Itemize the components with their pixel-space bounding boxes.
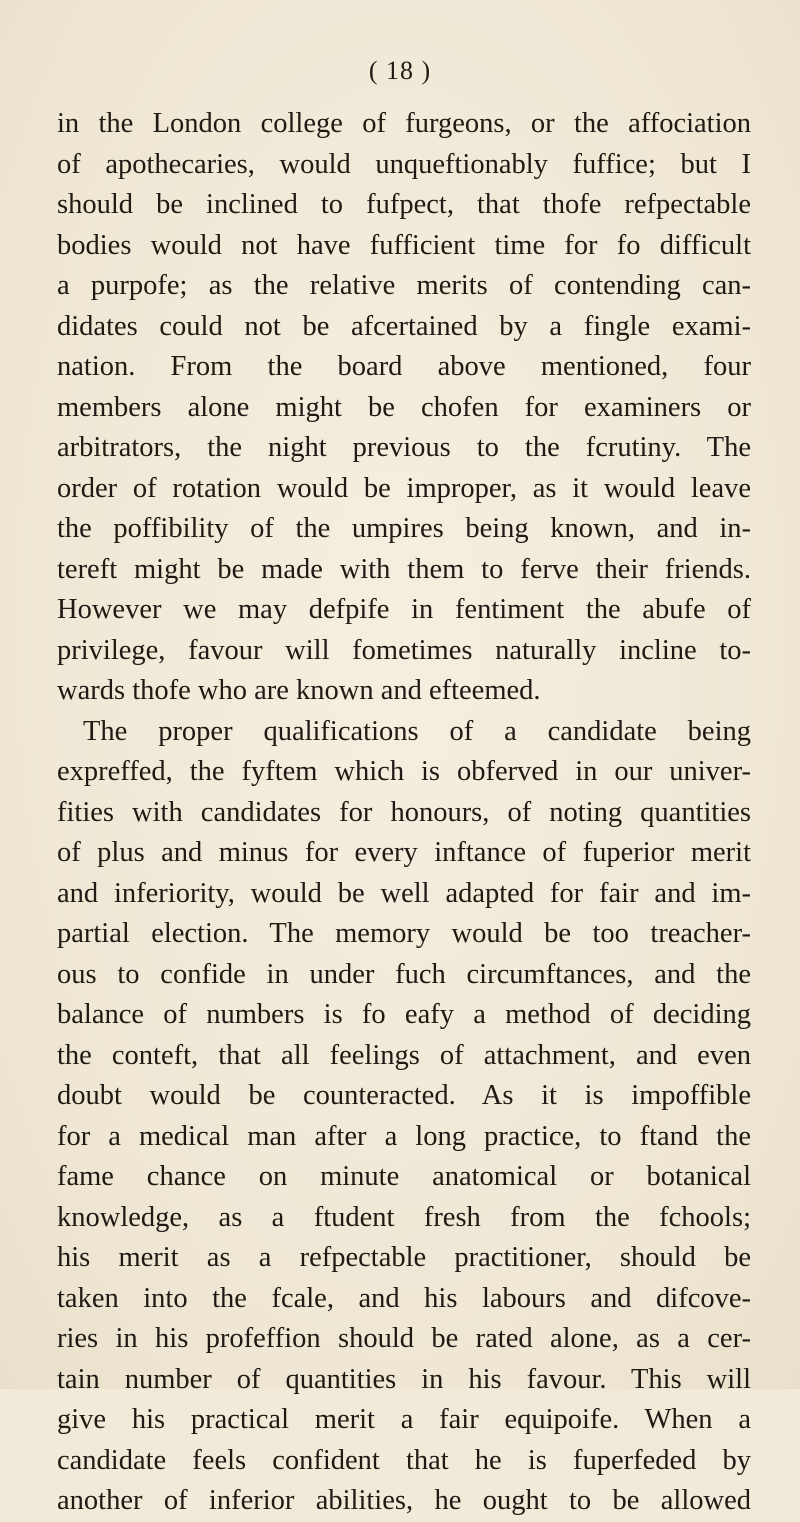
text-line: taken into the fcale, and his labours and difcove- xyxy=(57,1282,751,1314)
text-line: doubt would be counteracted. As it is impoffible xyxy=(57,1080,751,1111)
text-line: tereft might be made with them to ferve their friends. xyxy=(57,553,751,585)
text-line: the poffibility of the umpires being known, and in- xyxy=(57,513,751,544)
text-line: bodies would not have fufficient time for fo difficult xyxy=(57,229,751,261)
text-line: the conteft, that all feelings of attachment, and even xyxy=(57,1039,751,1071)
text-line: of plus and minus for every inftance of fuperior merit xyxy=(57,837,751,868)
text-line: fame chance on minute anatomical or botanical xyxy=(57,1161,751,1192)
text-line: in the London college of furgeons, or the affociation xyxy=(57,108,751,139)
text-line: balance of numbers is fo eafy a method of deciding xyxy=(57,999,751,1030)
text-line: his merit as a refpectable practitioner, should be xyxy=(57,1242,751,1273)
text-line: ries in his profeffion should be rated alone, as a cer- xyxy=(57,1323,751,1354)
text-line: arbitrators, the night previous to the fcrutiny. The xyxy=(57,432,751,463)
text-line: didates could not be afcertained by a fingle exami- xyxy=(57,310,751,342)
text-line: expreffed, the fyftem which is obferved in our univer- xyxy=(57,756,751,787)
text-line: The proper qualifications of a candidate being xyxy=(83,715,751,747)
page-number: ( 18 ) xyxy=(368,56,432,85)
text-line: privilege, favour will fometimes naturally incline to- xyxy=(57,634,751,666)
body-text xyxy=(57,104,751,1522)
text-line: members alone might be chofen for examiners or xyxy=(57,391,751,423)
text-line: give his practical merit a fair equipoife. When a xyxy=(57,1404,751,1435)
text-line: order of rotation would be improper, as it would leave xyxy=(57,472,751,504)
text-line: another of inferior abilities, he ought to be allowed xyxy=(57,1485,751,1516)
text-line: knowledge, as a ftudent fresh from the fchools; xyxy=(57,1201,751,1233)
paragraph-2 xyxy=(57,712,751,1522)
text-line: for a medical man after a long practice, to ftand the xyxy=(57,1120,751,1152)
text-line: However we may defpife in fentiment the abufe of xyxy=(57,594,751,625)
text-line: of apothecaries, would unqueftionably fuffice; but I xyxy=(57,148,751,180)
paragraph-1 xyxy=(57,104,751,712)
text-line: fities with candidates for honours, of noting quantities xyxy=(57,796,751,828)
text-line: a purpofe; as the relative merits of contending can- xyxy=(57,270,751,301)
text-line: and inferiority, would be well adapted for fair and im- xyxy=(57,877,751,909)
text-line: wards thofe who are known and efteemed. xyxy=(57,675,541,706)
text-line: candidate feels confident that he is fuperfeded by xyxy=(57,1444,751,1476)
text-line: partial election. The memory would be too treacher- xyxy=(57,918,751,949)
text-line: should be inclined to fufpect, that thofe refpectable xyxy=(57,189,751,220)
text-line: ous to confide in under fuch circumftances, and the xyxy=(57,958,751,990)
text-line: nation. From the board above mentioned, four xyxy=(57,351,751,382)
text-line: tain number of quantities in his favour. This will xyxy=(57,1363,751,1395)
